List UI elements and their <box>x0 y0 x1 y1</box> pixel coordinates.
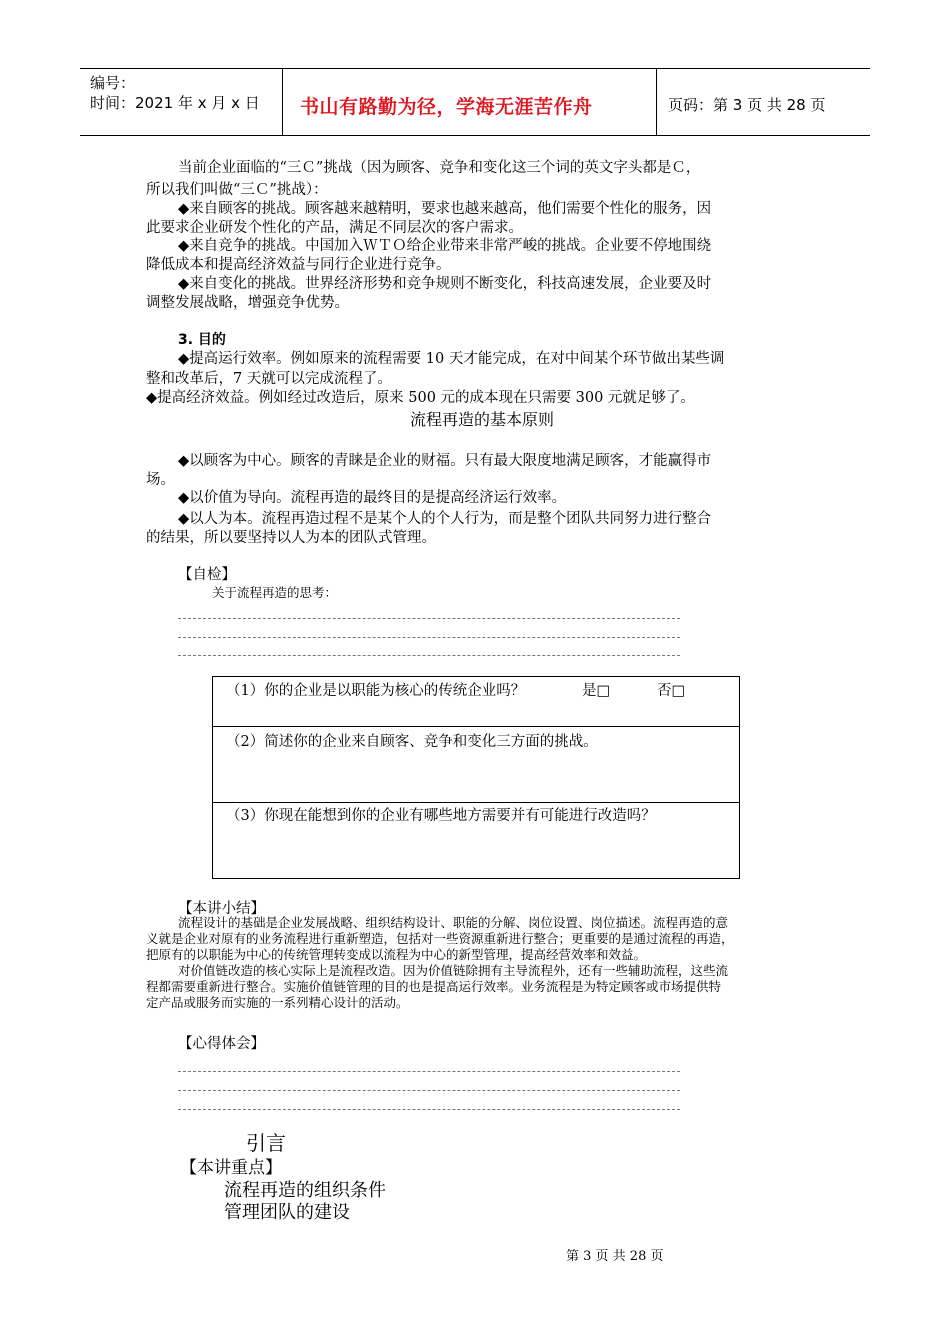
next-title: 引言 <box>246 1131 286 1155</box>
answer-line-3 <box>178 655 680 656</box>
challenge-competition-line-1: ◆来自竞争的挑战。中国加入ＷＴＯ给企业带来非常严峻的挑战。企业要不停地围绕 <box>178 238 712 254</box>
challenge-customer-line-1: ◆来自顾客的挑战。顾客越来越精明，要求也越来越高，他们需要个性化的服务，因 <box>178 201 712 217</box>
question-box <box>212 676 740 879</box>
experience-line-1 <box>178 1071 680 1072</box>
summary-line-5: 程都需要重新进行整合。实施价值链管理的目的也是提高运行效率。业务流程是为特定顾客或市场提供特 <box>146 979 722 994</box>
focus-item-1: 流程再造的组织条件 <box>224 1180 386 1201</box>
self-check-prompt: 关于流程再造的思考： <box>212 585 338 600</box>
challenge-customer-line-2: 此要求企业研发个性化的产品，满足不同层次的客户需求。 <box>146 220 523 236</box>
intro-line-2: 所以我们叫做“三Ｃ”挑战）： <box>146 182 328 198</box>
question-1-yes-checkbox[interactable]: 是□ <box>582 683 611 699</box>
experience-line-2 <box>178 1090 680 1091</box>
question-3: （3）你现在能想到你的企业有哪些地方需要并有可能进行改造吗？ <box>226 808 656 824</box>
summary-heading: 【本讲小结】 <box>178 901 265 917</box>
question-1: （1）你的企业是以职能为核心的传统企业吗？ <box>226 683 526 699</box>
summary-line-4: 对价值链改造的核心实际上是流程改造。因为价值链除拥有主导流程外，还有一些辅助流程，这些流 <box>178 963 729 978</box>
question-1-no-checkbox[interactable]: 否□ <box>657 683 686 699</box>
header-page-label: 页码：第 3 页 共 28 页 <box>668 96 826 114</box>
header-number-label: 编号： <box>90 74 136 92</box>
principle-3-line-1: ◆以人为本。流程再造过程不是某个人的个人行为，而是整个团队共同努力进行整合 <box>178 511 712 527</box>
footer-page-number: 第 3 页 共 28 页 <box>566 1249 664 1264</box>
purpose-heading: 3. 目的 <box>178 332 226 348</box>
intro-line-1: 当前企业面临的“三Ｃ”挑战（因为顾客、竞争和变化这三个词的英文字头都是Ｃ， <box>178 160 701 176</box>
answer-line-2 <box>178 637 680 638</box>
challenge-change-line-1: ◆来自变化的挑战。世界经济形势和竞争规则不断变化，科技高速发展，企业要及时 <box>178 276 712 292</box>
question-box-divider-1 <box>212 726 740 727</box>
principle-1-line-2: 场。 <box>146 472 175 488</box>
header-time-label: 时间：2021 年 x 月 x 日 <box>90 94 260 112</box>
purpose-item-2: ◆提高经济效益。例如经过改造后，原来 500 元的成本现在只需要 300 元就足够了。 <box>146 390 695 406</box>
question-box-divider-2 <box>212 802 740 803</box>
summary-line-1: 流程设计的基础是企业发展战略、组织结构设计、职能的分解、岗位设置、岗位描述。流程再造的意 <box>178 915 729 930</box>
experience-heading: 【心得体会】 <box>178 1036 265 1052</box>
header-bottom-rule <box>80 135 870 136</box>
answer-line-1 <box>178 618 680 619</box>
self-check-heading: 【自检】 <box>178 567 236 583</box>
purpose-item-1-line-2: 整和改革后，7 天就可以完成流程了。 <box>146 371 392 387</box>
header-motto: 书山有路勤为径，学海无涯苦作舟 <box>300 96 593 118</box>
question-2: （2）简述你的企业来自顾客、竞争和变化三方面的挑战。 <box>226 734 598 750</box>
header-divider-left <box>282 68 283 136</box>
principle-1-line-1: ◆以顾客为中心。顾客的青睐是企业的财福。只有最大限度地满足顾客，才能赢得市 <box>178 453 712 469</box>
focus-heading: 【本讲重点】 <box>180 1158 282 1178</box>
header-top-rule <box>80 68 870 69</box>
challenge-change-line-2: 调整发展战略，增强竞争优势。 <box>146 295 349 311</box>
summary-line-3: 把原有的以职能为中心的传统管理转变成以流程为中心的新型管理，提高经营效率和效益。 <box>146 947 647 962</box>
challenge-competition-line-2: 降低成本和提高经济效益与同行企业进行竞争。 <box>146 257 451 273</box>
principle-3-line-2: 的结果，所以要坚持以人为本的团队式管理。 <box>146 530 436 546</box>
principles-title: 流程再造的基本原则 <box>410 410 555 429</box>
summary-line-6: 定产品或服务而实施的一系列精心设计的活动。 <box>146 995 409 1010</box>
principle-2: ◆以价值为导向。流程再造的最终目的是提高经济运行效率。 <box>178 490 567 506</box>
experience-line-3 <box>178 1109 680 1110</box>
focus-item-2: 管理团队的建设 <box>224 1202 350 1223</box>
purpose-item-1-line-1: ◆提高运行效率。例如原来的流程需要 10 天才能完成，在对中间某个环节做出某些调 <box>178 351 725 367</box>
header-divider-right <box>656 68 657 136</box>
summary-line-2: 义就是企业对原有的业务流程进行重新塑造，包括对一些资源重新进行整合；更重要的是通过流程的再造， <box>146 931 734 946</box>
